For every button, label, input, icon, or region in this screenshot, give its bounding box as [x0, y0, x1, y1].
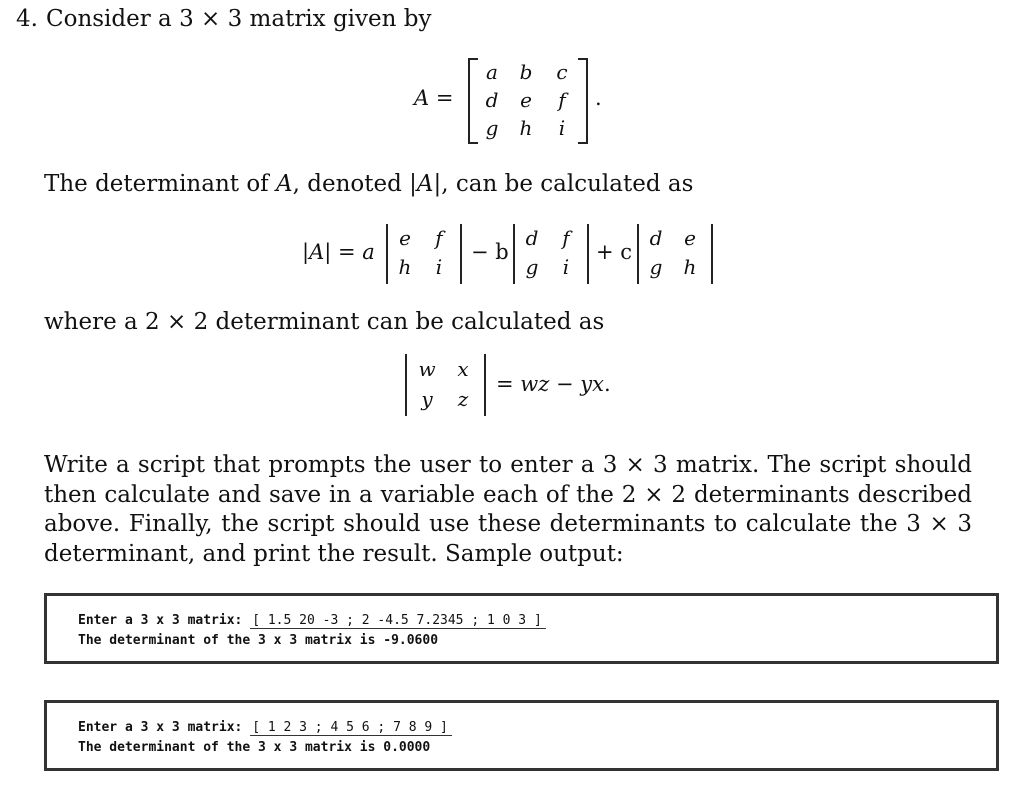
minor3-entry: e — [684, 226, 696, 250]
two-by-two-intro: where a 2 × 2 determinant can be calculated as — [44, 309, 605, 335]
matrix-entry: f — [558, 88, 566, 112]
minor1-left-bar — [386, 224, 388, 284]
task-paragraph: Write a script that prompts the user to enter a 3 × 3 matrix. The script should then calculate and save in a variable each of the 2 × 2 determinants described above. Finally, the script should use these determinants to calculate the 3 × 3 determinant, and print the result. Sample output: — [44, 452, 972, 567]
det2-left-bar — [405, 354, 407, 416]
minor1-entry: f — [435, 226, 443, 250]
matrix-entry: h — [519, 116, 533, 140]
problem-intro: Consider a 3 × 3 matrix given by — [46, 6, 432, 32]
minor2-entry: f — [562, 226, 570, 250]
matrix-entry: c — [556, 60, 568, 84]
det2-entry: y — [421, 387, 433, 411]
det2-rhs: = wz − yx. — [496, 372, 611, 396]
minor1-entry: e — [399, 226, 411, 250]
minor2-entry: g — [525, 255, 539, 279]
matrix-entry: i — [558, 116, 566, 140]
det2-entry: w — [418, 357, 436, 381]
matrix-entry: d — [485, 88, 499, 112]
sample-result-line: The determinant of the 3 x 3 matrix is 0.0000 — [78, 740, 431, 755]
minor3-entry: h — [683, 255, 697, 279]
minor3-left-bar — [637, 224, 639, 284]
expansion-minus-b: − b — [471, 240, 509, 264]
matrix-period: . — [595, 86, 602, 110]
sample-input: [ 1.5 20 -3 ; 2 -4.5 7.2345 ; 1 0 3 ] — [250, 613, 546, 629]
matrix-label: A = — [414, 86, 454, 110]
sample-input: [ 1 2 3 ; 4 5 6 ; 7 8 9 ] — [250, 720, 452, 736]
minor2-right-bar — [587, 224, 589, 284]
det2-entry: x — [457, 357, 469, 381]
matrix-entry: b — [519, 60, 533, 84]
sample-prompt-line: Enter a 3 x 3 matrix: [ 1.5 20 -3 ; 2 -4.5 7.2345 ; 1 0 3 ] — [78, 613, 546, 628]
minor3-right-bar — [711, 224, 713, 284]
problem-number: 4. — [16, 6, 38, 32]
minor3-entry: g — [649, 255, 663, 279]
det2-right-bar — [484, 354, 486, 416]
minor2-entry: d — [525, 226, 539, 250]
minor2-left-bar — [513, 224, 515, 284]
expansion-lhs: |A| = a — [302, 240, 375, 264]
minor1-entry: h — [398, 255, 412, 279]
determinant-sentence: The determinant of A, denoted |A|, can be calculated as — [44, 171, 694, 197]
minor1-entry: i — [435, 255, 443, 279]
matrix-left-bracket — [468, 58, 478, 144]
minor1-right-bar — [460, 224, 462, 284]
expansion-plus-c: + c — [596, 240, 633, 264]
sample-output-box — [44, 593, 999, 664]
sample-prompt-line: Enter a 3 x 3 matrix: [ 1 2 3 ; 4 5 6 ; 7 8 9 ] — [78, 720, 452, 735]
sample-output-box — [44, 700, 999, 771]
sample-result-line: The determinant of the 3 x 3 matrix is -9.0600 — [78, 633, 439, 648]
minor3-entry: d — [649, 226, 663, 250]
matrix-entry: e — [520, 88, 532, 112]
matrix-right-bracket — [578, 58, 588, 144]
matrix-entry: a — [486, 60, 498, 84]
matrix-entry: g — [485, 116, 499, 140]
det2-entry: z — [457, 387, 469, 411]
minor2-entry: i — [562, 255, 570, 279]
